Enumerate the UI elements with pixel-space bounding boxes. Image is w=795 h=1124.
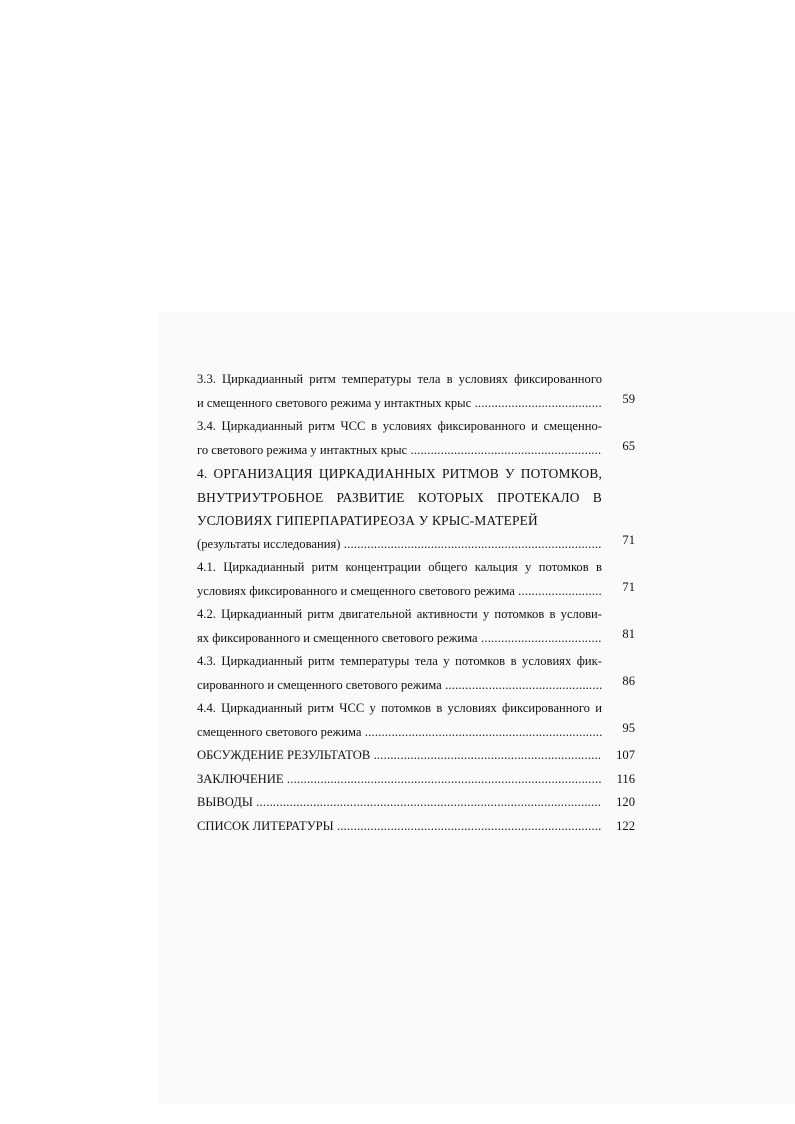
toc-line: условиях фиксированного и смещенного светового режима (197, 583, 515, 598)
toc-line: СПИСОК ЛИТЕРАТУРЫ (197, 818, 334, 833)
toc-line: (результаты исследования) (197, 536, 341, 551)
toc-entry-3-4 (197, 415, 635, 462)
page-number: 86 (622, 673, 635, 688)
toc-line: смещенного светового режима (197, 724, 362, 739)
toc-line: 4.2. Циркадианный ритм двигательной активности у потомков в услови- (197, 607, 602, 621)
page-number: 116 (616, 771, 635, 786)
toc-entry-4-4 (197, 697, 635, 744)
toc-entry-4-1 (197, 556, 635, 603)
toc-entry-findings (197, 791, 635, 815)
toc-entry-references (197, 815, 635, 839)
toc-line: 3.4. Циркадианный ритм ЧСС в условиях фиксированного и смещенно- (197, 419, 602, 433)
page-number: 122 (616, 818, 635, 833)
toc-line: и смещенного светового режима у интактных крыс (197, 395, 472, 410)
toc-line: сированного и смещенного светового режима (197, 677, 442, 692)
toc-line: 4.3. Циркадианный ритм температуры тела у потомков в условиях фик- (197, 654, 602, 668)
toc-line: ВЫВОДЫ (197, 795, 253, 809)
toc-line: 4.1. Циркадианный ритм концентрации общего кальция у потомков в (197, 560, 602, 574)
toc-line: го светового режима у интактных крыс (197, 442, 408, 457)
toc-entry-discussion (197, 744, 635, 768)
page-number: 71 (622, 532, 635, 547)
toc-line: 4.4. Циркадианный ритм ЧСС у потомков в условиях фиксированного и (197, 701, 602, 715)
page-number: 65 (622, 438, 635, 453)
page-number: 107 (616, 748, 635, 762)
toc-line: ях фиксированного и смещенного светового режима (197, 630, 478, 645)
toc-line: ЗАКЛЮЧЕНИЕ (197, 771, 284, 786)
toc-entry-chapter-4 (197, 462, 635, 556)
toc-line: 4. ОРГАНИЗАЦИЯ ЦИРКАДИАННЫХ РИТМОВ У ПОТОМКОВ, (197, 466, 602, 481)
toc-line: ВНУТРИУТРОБНОЕ РАЗВИТИЕ КОТОРЫХ ПРОТЕКАЛО В (197, 489, 602, 505)
toc-entry-4-2 (197, 603, 635, 650)
page-number: 71 (622, 579, 635, 594)
table-of-contents (197, 368, 635, 838)
toc-entry-3-3 (197, 368, 635, 415)
toc-line: 3.3. Циркадианный ритм температуры тела в условиях фиксированного (197, 372, 602, 386)
toc-entry-4-3 (197, 650, 635, 697)
page-number: 81 (622, 626, 635, 641)
toc-line: УСЛОВИЯХ ГИПЕРПАРАТИРЕОЗА У КРЫС-МАТЕРЕЙ (197, 513, 538, 528)
toc-entry-conclusion (197, 768, 635, 792)
page-number: 95 (622, 720, 635, 735)
page-number: 120 (616, 795, 635, 809)
page-number: 59 (622, 391, 635, 406)
toc-line: ОБСУЖДЕНИЕ РЕЗУЛЬТАТОВ (197, 748, 371, 762)
